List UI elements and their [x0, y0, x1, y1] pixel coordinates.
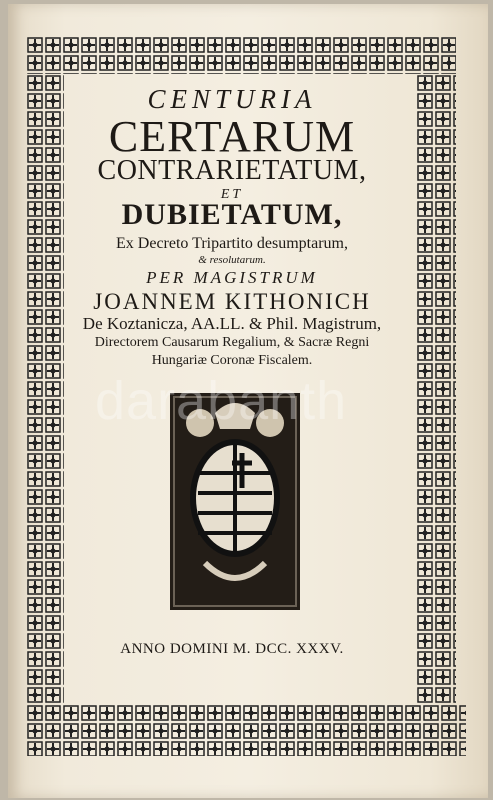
ornamental-border-top [26, 36, 456, 74]
imprint-date: ANNO DOMINI M. DCC. XXXV. [120, 641, 344, 657]
watermark: darabanth [95, 371, 348, 431]
subtitle-line-1: Ex Decreto Tripartito desumptarum, [116, 235, 348, 252]
author-title-1: De Koztanicza, AA.LL. & Phil. Magistrum, [82, 314, 382, 333]
title-line-et: ET [220, 187, 244, 202]
title-line-contrarietatum: CONTRARIETATUM, [97, 155, 367, 186]
ornamental-border-right [416, 74, 456, 704]
ornamental-border-bottom [26, 704, 466, 756]
title-line-centuria: CENTURIA [147, 84, 317, 114]
author-name: JOANNEM KITHONICH [93, 289, 371, 314]
title-line-certarum: CERTARUM [108, 112, 356, 161]
title-line-dubietatum: DUBIETATUM, [121, 198, 343, 231]
author-title-3: Hungariæ Coronæ Fiscalem. [151, 353, 313, 368]
author-title-2: Directorem Causarum Regalium, & Sacræ Regni [94, 335, 370, 350]
author-prefix: PER MAGISTRUM [146, 268, 318, 287]
subtitle-line-2: & resolutarum. [198, 254, 266, 266]
